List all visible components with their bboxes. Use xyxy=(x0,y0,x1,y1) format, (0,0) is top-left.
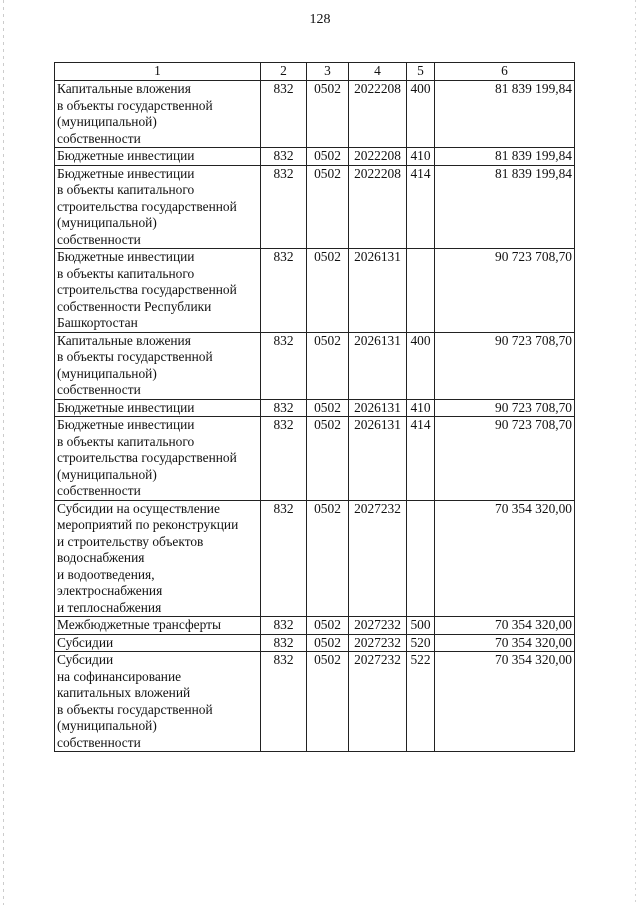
row-amount: 90 723 708,70 xyxy=(435,249,575,333)
row-amount: 90 723 708,70 xyxy=(435,417,575,501)
header-col-5: 5 xyxy=(407,63,435,81)
row-name: Субсидии xyxy=(55,634,261,652)
table-row xyxy=(55,249,575,333)
table-row xyxy=(55,634,575,652)
row-name: Бюджетные инвестиции xyxy=(55,399,261,417)
row-name: Капитальные вложения в объекты государственной (муниципальной) собственности xyxy=(55,81,261,148)
row-expense-type: 500 xyxy=(407,617,435,635)
row-name: Бюджетные инвестиции в объекты капитального строительства государственной собственности Республики Башкортостан xyxy=(55,249,261,333)
row-target-code: 2027232 xyxy=(349,634,407,652)
row-amount: 81 839 199,84 xyxy=(435,81,575,148)
header-col-2: 2 xyxy=(261,63,307,81)
row-section-code: 0502 xyxy=(307,634,349,652)
header-col-6: 6 xyxy=(435,63,575,81)
row-ministry-code: 832 xyxy=(261,249,307,333)
row-amount: 70 354 320,00 xyxy=(435,617,575,635)
row-expense-type: 414 xyxy=(407,417,435,501)
row-expense-type: 414 xyxy=(407,165,435,249)
row-amount: 90 723 708,70 xyxy=(435,399,575,417)
row-target-code: 2022208 xyxy=(349,148,407,166)
row-section-code: 0502 xyxy=(307,500,349,617)
row-target-code: 2026131 xyxy=(349,399,407,417)
row-name: Межбюджетные трансферты xyxy=(55,617,261,635)
row-target-code: 2027232 xyxy=(349,500,407,617)
row-target-code: 2026131 xyxy=(349,417,407,501)
row-expense-type xyxy=(407,249,435,333)
row-name: Бюджетные инвестиции в объекты капитального строительства государственной (муниципальной) собственности xyxy=(55,165,261,249)
row-expense-type: 410 xyxy=(407,399,435,417)
row-name: Бюджетные инвестиции xyxy=(55,148,261,166)
row-target-code: 2027232 xyxy=(349,617,407,635)
row-ministry-code: 832 xyxy=(261,652,307,752)
row-section-code: 0502 xyxy=(307,617,349,635)
table-row xyxy=(55,652,575,752)
row-amount: 90 723 708,70 xyxy=(435,332,575,399)
budget-table xyxy=(54,62,575,752)
row-ministry-code: 832 xyxy=(261,500,307,617)
row-target-code: 2026131 xyxy=(349,249,407,333)
row-ministry-code: 832 xyxy=(261,617,307,635)
row-name: Бюджетные инвестиции в объекты капитального строительства государственной (муниципальной) собственности xyxy=(55,417,261,501)
row-amount: 70 354 320,00 xyxy=(435,634,575,652)
row-ministry-code: 832 xyxy=(261,399,307,417)
row-name: Субсидии на осуществление мероприятий по реконструкции и строительству объектов водоснабжения и водоотведения, электроснабжения и теплоснабжения xyxy=(55,500,261,617)
table-row xyxy=(55,81,575,148)
row-name: Субсидии на софинансирование капитальных вложений в объекты государственной (муниципальной) собственности xyxy=(55,652,261,752)
scan-edge-left xyxy=(3,0,4,905)
header-col-1: 1 xyxy=(55,63,261,81)
table-row xyxy=(55,399,575,417)
row-expense-type: 400 xyxy=(407,332,435,399)
row-target-code: 2027232 xyxy=(349,652,407,752)
row-section-code: 0502 xyxy=(307,249,349,333)
row-section-code: 0502 xyxy=(307,148,349,166)
row-amount: 81 839 199,84 xyxy=(435,165,575,249)
scan-edge-right xyxy=(635,0,636,905)
header-col-3: 3 xyxy=(307,63,349,81)
row-expense-type: 410 xyxy=(407,148,435,166)
row-ministry-code: 832 xyxy=(261,148,307,166)
row-expense-type: 400 xyxy=(407,81,435,148)
row-ministry-code: 832 xyxy=(261,332,307,399)
header-row xyxy=(55,63,575,81)
table-row xyxy=(55,500,575,617)
row-amount: 70 354 320,00 xyxy=(435,652,575,752)
row-expense-type xyxy=(407,500,435,617)
row-section-code: 0502 xyxy=(307,399,349,417)
table-row xyxy=(55,148,575,166)
row-section-code: 0502 xyxy=(307,652,349,752)
row-ministry-code: 832 xyxy=(261,165,307,249)
row-name: Капитальные вложения в объекты государственной (муниципальной) собственности xyxy=(55,332,261,399)
row-section-code: 0502 xyxy=(307,332,349,399)
row-target-code: 2026131 xyxy=(349,332,407,399)
row-target-code: 2022208 xyxy=(349,81,407,148)
row-expense-type: 522 xyxy=(407,652,435,752)
row-amount: 81 839 199,84 xyxy=(435,148,575,166)
table-row xyxy=(55,417,575,501)
row-amount: 70 354 320,00 xyxy=(435,500,575,617)
table-row xyxy=(55,617,575,635)
row-ministry-code: 832 xyxy=(261,417,307,501)
table-row xyxy=(55,165,575,249)
row-section-code: 0502 xyxy=(307,81,349,148)
row-ministry-code: 832 xyxy=(261,81,307,148)
row-ministry-code: 832 xyxy=(261,634,307,652)
row-section-code: 0502 xyxy=(307,417,349,501)
row-expense-type: 520 xyxy=(407,634,435,652)
row-section-code: 0502 xyxy=(307,165,349,249)
page-number: 128 xyxy=(309,12,331,27)
header-col-4: 4 xyxy=(349,63,407,81)
table-row xyxy=(55,332,575,399)
row-target-code: 2022208 xyxy=(349,165,407,249)
